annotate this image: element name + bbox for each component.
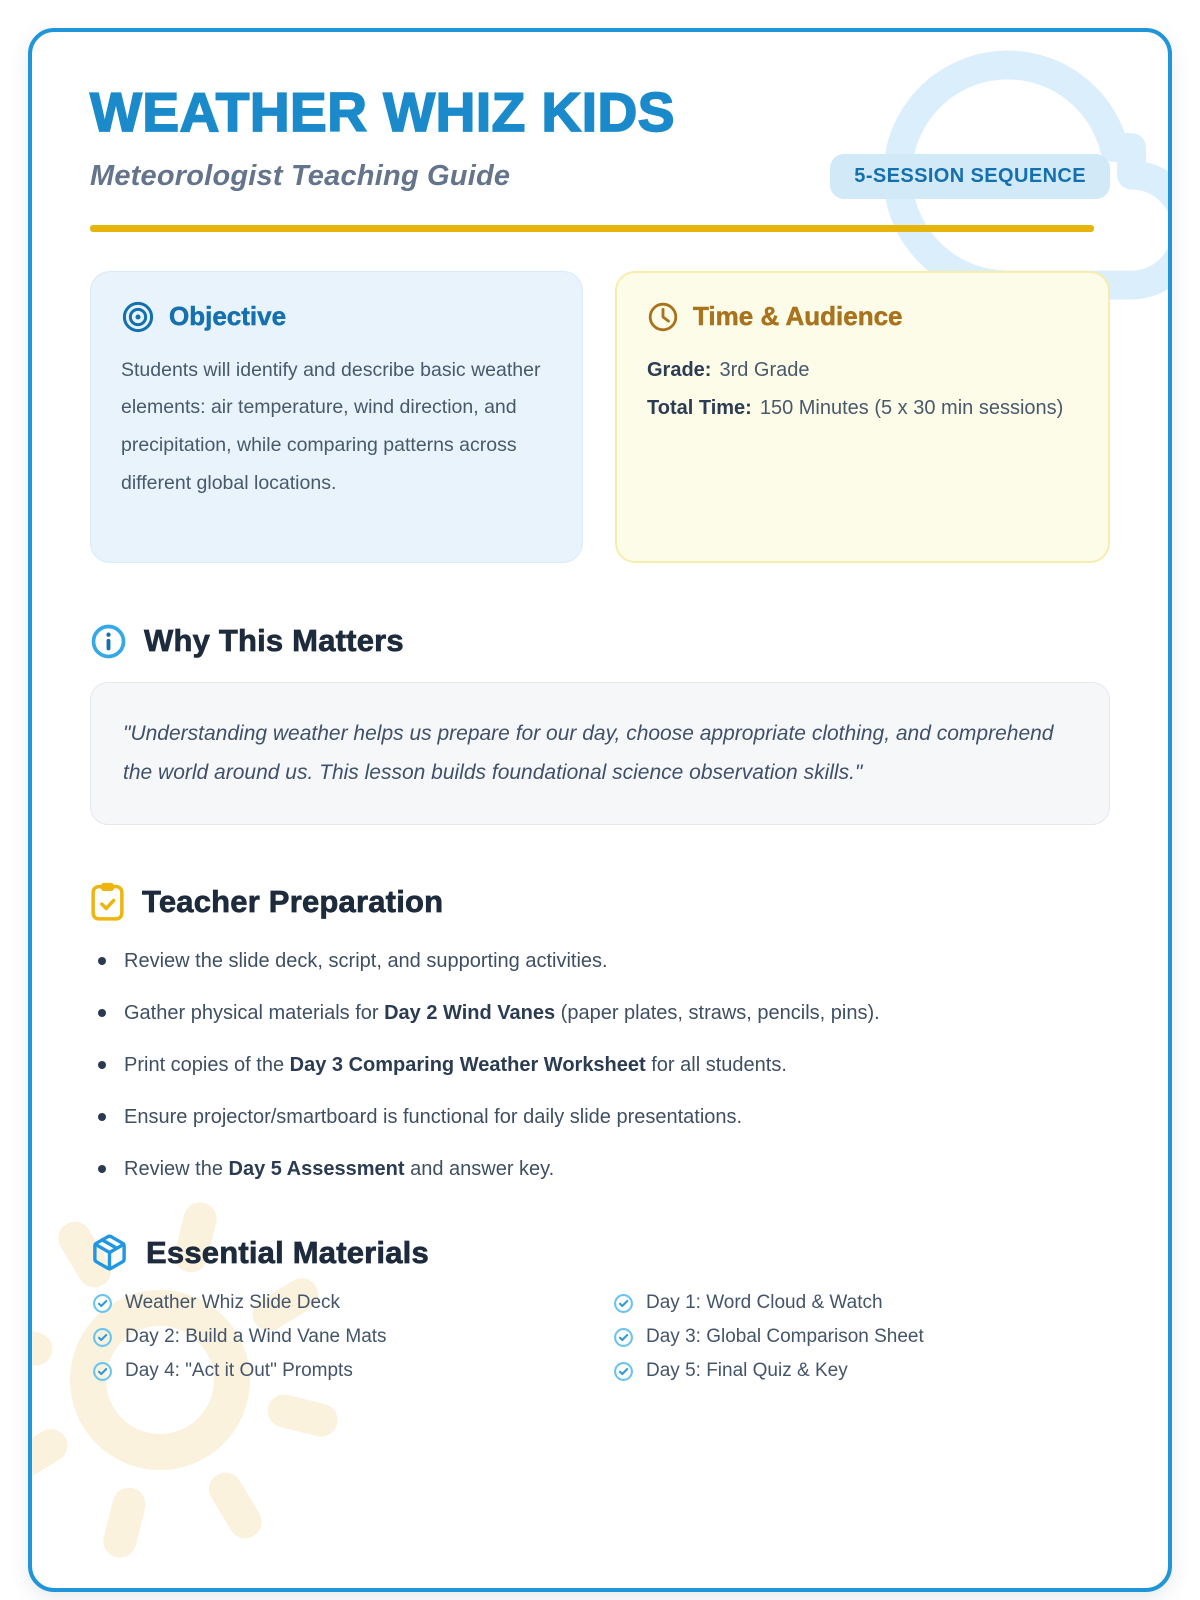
prep-section-header (90, 881, 1110, 922)
grade-value: 3rd Grade (719, 358, 810, 381)
prep-list-item (90, 1156, 1110, 1183)
page-title: WEATHER WHIZ KIDS (90, 81, 675, 143)
materials-grid (90, 1292, 1110, 1382)
target-icon (121, 300, 155, 334)
material-item (613, 1292, 1110, 1314)
bullet-dot (98, 1113, 106, 1121)
materials-section-title: Essential Materials (146, 1234, 429, 1270)
objective-card-header (121, 300, 552, 334)
why-section-title: Why This Matters (144, 623, 404, 659)
document-card (28, 28, 1172, 1592)
prep-item-text: Ensure projector/smartboard is functional for daily slide presentations. (124, 1106, 743, 1129)
prep-list-item (90, 948, 1110, 975)
total-time-value: 150 Minutes (5 x 30 min sessions) (759, 396, 1064, 419)
grade-label: Grade: (647, 358, 712, 381)
package-cube-icon (90, 1233, 129, 1272)
page-subtitle: Meteorologist Teaching Guide (90, 159, 511, 192)
prep-list-item (90, 1000, 1110, 1027)
material-item (613, 1326, 1110, 1348)
material-item-label: Day 4: "Act it Out" Prompts (125, 1360, 353, 1382)
material-item-label: Day 5: Final Quiz & Key (646, 1360, 848, 1382)
check-circle-icon (92, 1361, 113, 1382)
prep-list-item (90, 1104, 1110, 1131)
document-content (32, 32, 1168, 1382)
why-section-header (90, 623, 1110, 660)
material-item-label: Day 1: Word Cloud & Watch (646, 1292, 883, 1314)
material-item-label: Day 3: Global Comparison Sheet (646, 1326, 924, 1348)
time-audience-card (615, 271, 1110, 563)
material-item-label: Weather Whiz Slide Deck (125, 1292, 341, 1314)
material-item (613, 1360, 1110, 1382)
prep-section-title: Teacher Preparation (142, 883, 444, 919)
grade-line (647, 351, 1078, 389)
check-circle-icon (613, 1361, 634, 1382)
material-item-label: Day 2: Build a Wind Vane Mats (125, 1326, 387, 1348)
objective-title: Objective (169, 301, 287, 332)
info-cards-row (90, 271, 1110, 563)
info-icon (90, 623, 127, 660)
check-circle-icon (92, 1293, 113, 1314)
prep-list-item (90, 1052, 1110, 1079)
check-circle-icon (613, 1327, 634, 1348)
prep-item-text: Review the Day 5 Assessment and answer key. (124, 1158, 555, 1181)
prep-item-text: Review the slide deck, script, and supporting activities. (124, 950, 608, 973)
check-circle-icon (92, 1327, 113, 1348)
prep-item-text: Gather physical materials for Day 2 Wind Vanes (paper plates, straws, pencils, pins). (124, 1002, 880, 1025)
total-time-label: Total Time: (647, 396, 752, 419)
quote-text: "Understanding weather helps us prepare for our day, choose appropriate clothing, and comprehend the world around us. This lesson builds foundational science observation skills." (123, 721, 1054, 784)
objective-body: Students will identify and describe basic weather elements: air temperature, wind direction, and precipitation, while comparing patterns across different global locations. (121, 358, 541, 494)
prep-list (90, 948, 1110, 1183)
material-item (92, 1360, 589, 1382)
gold-divider (90, 225, 1094, 232)
total-time-line (647, 389, 1078, 427)
bullet-dot (98, 1165, 106, 1173)
header-subrow (90, 154, 1110, 199)
quote-box (90, 682, 1110, 826)
clipboard-icon (90, 881, 125, 922)
material-item (92, 1292, 589, 1314)
bullet-dot (98, 1009, 106, 1017)
objective-card (90, 271, 583, 563)
bullet-dot (98, 1061, 106, 1069)
clock-icon (647, 301, 679, 333)
bullet-dot (98, 957, 106, 965)
time-card-title: Time & Audience (693, 301, 903, 332)
materials-section-header (90, 1233, 1110, 1272)
check-circle-icon (613, 1293, 634, 1314)
time-card-header (647, 301, 1078, 333)
prep-item-text: Print copies of the Day 3 Comparing Weather Worksheet for all students. (124, 1054, 787, 1077)
material-item (92, 1326, 589, 1348)
session-badge: 5-SESSION SEQUENCE (830, 154, 1110, 199)
